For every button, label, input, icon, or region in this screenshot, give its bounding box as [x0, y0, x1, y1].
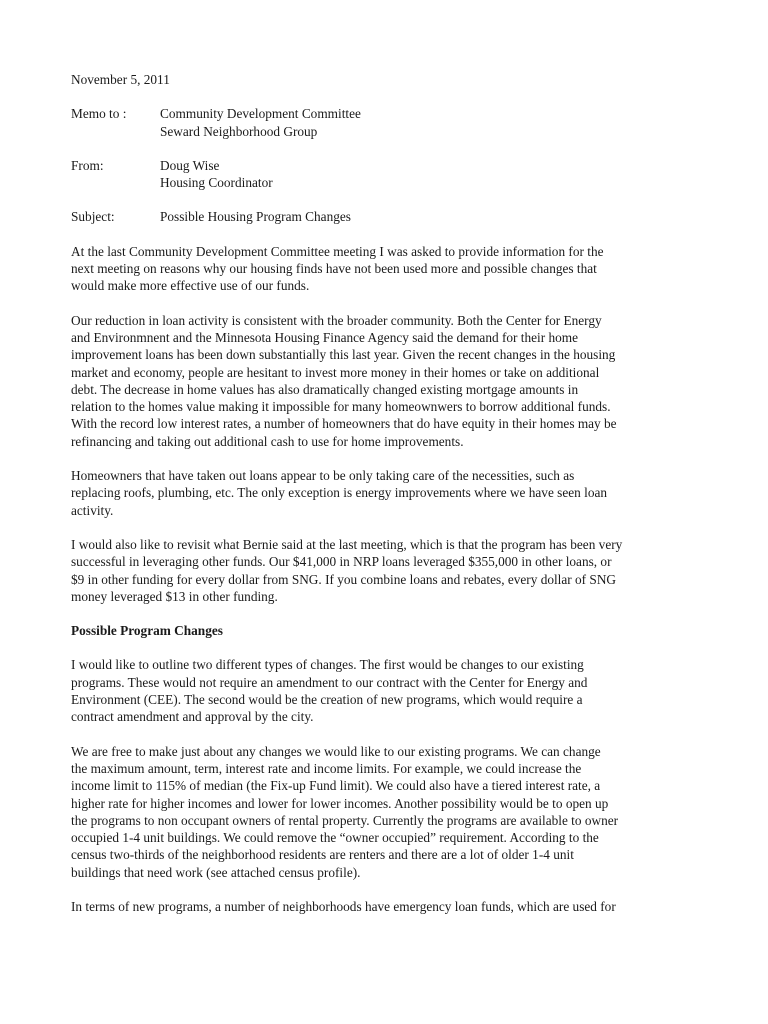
paragraph-line: Our reduction in loan activity is consistent with the broader community. Both the Center for Energy	[71, 312, 602, 328]
memo-subject-label: Subject:	[71, 209, 115, 225]
body-paragraph	[71, 467, 701, 519]
body-paragraph	[71, 536, 701, 605]
paragraph-line: successful in leveraging other funds. Our $41,000 in NRP loans leveraged $355,000 in other loans, or	[71, 554, 612, 570]
paragraph-line: I would like to outline two different types of changes. The first would be changes to our existing	[71, 657, 584, 673]
memo-subject-row	[71, 208, 701, 225]
memo-to-values	[160, 105, 361, 140]
paragraph-line: programs. These would not require an amendment to our contract with the Center for Energy and	[71, 674, 588, 690]
paragraph-line: occupied 1-4 unit buildings. We could remove the “owner occupied” requirement. According to the	[71, 830, 599, 846]
paragraph-line: debt. The decrease in home values has also dramatically changed existing mortgage amounts in	[71, 381, 579, 397]
paragraph-line: contract amendment and approval by the city.	[71, 709, 314, 725]
memo-subject-block	[71, 208, 701, 225]
memo-from-values	[160, 157, 273, 192]
paragraph-line: I would also like to revisit what Bernie said at the last meeting, which is that the program has been very	[71, 536, 623, 552]
paragraph-line: $9 in other funding for every dollar from SNG. If you combine loans and rebates, every dollar of SNG	[71, 571, 617, 587]
body-paragraph	[71, 312, 701, 450]
paragraph-line: In terms of new programs, a number of neighborhoods have emergency loan funds, which are used for	[71, 898, 616, 914]
memo-subject-value: Possible Housing Program Changes	[160, 209, 351, 225]
paragraph-line: income limit to 115% of median (the Fix-up Fund limit). We could also have a tiered interest rate, a	[71, 778, 601, 794]
memo-from-row	[71, 157, 701, 192]
paragraph-line: refinancing and taking out additional cash to use for home improvements.	[71, 433, 464, 449]
memo-from-label: From:	[71, 157, 104, 173]
paragraph-line: replacing roofs, plumbing, etc. The only exception is energy improvements where we have seen loan	[71, 485, 608, 501]
paragraph-line: higher rate for higher incomes and lower for lower incomes. Another possibility would be to open up	[71, 795, 609, 811]
paragraph-line: money leveraged $13 in other funding.	[71, 588, 278, 604]
paragraph-line: would make more effective use of our funds.	[71, 278, 310, 294]
memo-date: November 5, 2011	[71, 72, 170, 87]
memo-from-name: Doug Wise	[160, 157, 220, 173]
paragraph-line: relation to the homes value making it impossible for many homeownwers to borrow additional funds.	[71, 399, 611, 415]
body-paragraph	[71, 743, 701, 881]
memo-to-label: Memo to :	[71, 106, 127, 122]
paragraph-line: the programs to non occupant owners of rental property. Currently the programs are available to owner	[71, 812, 619, 828]
memo-to-row	[71, 105, 701, 140]
memo-to-recipient: Community Development Committee	[160, 106, 361, 122]
paragraph-line: buildings that need work (see attached census profile).	[71, 864, 361, 880]
body-paragraph	[71, 656, 701, 725]
paragraph-line: census two-thirds of the neighborhood residents are renters and there are a lot of older 1-4 unit	[71, 847, 574, 863]
memo-to-recipient: Seward Neighborhood Group	[160, 123, 318, 139]
body-paragraphs	[71, 243, 701, 605]
memo-from-block	[71, 157, 701, 192]
paragraph-line: activity.	[71, 502, 114, 518]
paragraph-line: Homeowners that have taken out loans appear to be only taking care of the necessities, such as	[71, 468, 575, 484]
memo-document	[71, 71, 701, 932]
paragraph-line: We are free to make just about any changes we would like to our existing programs. We can change	[71, 743, 601, 759]
body-paragraph	[71, 243, 701, 295]
paragraph-line: improvement loans has been down substantially this last year. Given the recent changes in the housing	[71, 347, 616, 363]
body-paragraph	[71, 898, 701, 915]
paragraph-line: and Environmnent and the Minnesota Housing Finance Agency said the demand for their home	[71, 329, 579, 345]
section-heading: Possible Program Changes	[71, 623, 223, 639]
memo-from-title: Housing Coordinator	[160, 175, 273, 191]
paragraph-line: next meeting on reasons why our housing finds have not been used more and possible changes that	[71, 261, 597, 277]
paragraph-line: the maximum amount, term, interest rate and income limits. For example, we could increase the	[71, 760, 582, 776]
paragraph-line: With the record low interest rates, a number of homeowners that do have equity in their homes may be	[71, 416, 617, 432]
section-paragraphs	[71, 656, 701, 915]
paragraph-line: market and economy, people are hesitant to invest more money in their homes or take on additional	[71, 364, 600, 380]
paragraph-line: Environment (CEE). The second would be the creation of new programs, which would require a	[71, 692, 583, 708]
memo-to-block	[71, 105, 701, 140]
paragraph-line: At the last Community Development Committee meeting I was asked to provide information for the	[71, 243, 604, 259]
